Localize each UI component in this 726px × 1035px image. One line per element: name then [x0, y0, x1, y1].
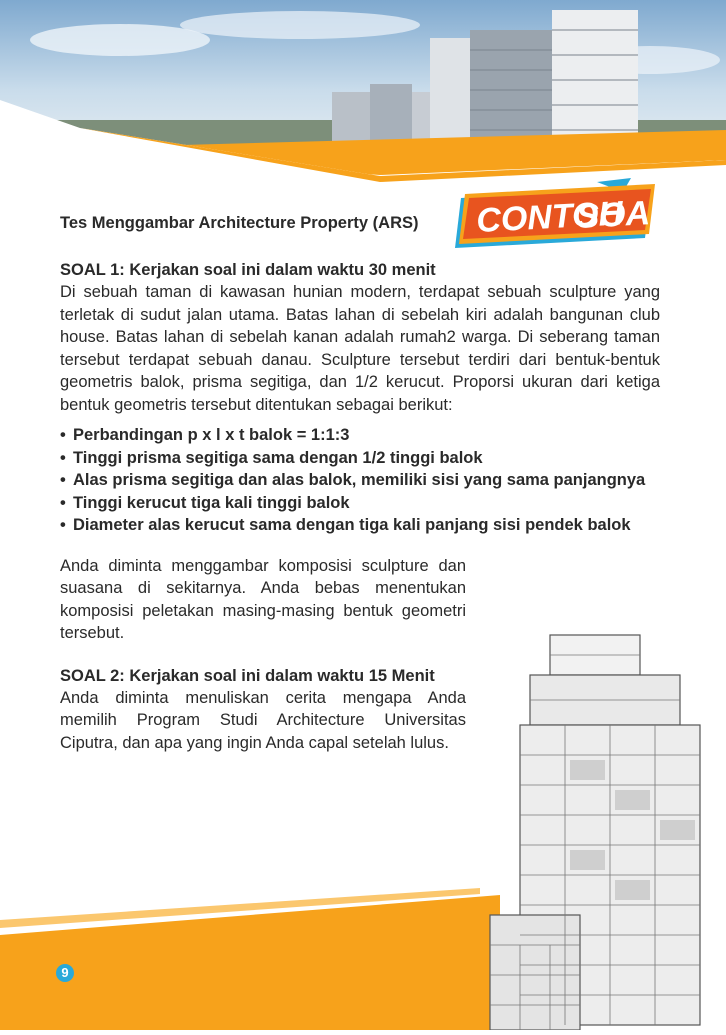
- subtitle: Tes Menggambar Architecture Property (ARS): [60, 214, 419, 232]
- page-number-badge: 9: [56, 964, 74, 982]
- list-item: • Diameter alas kerucut sama dengan tiga kali panjang sisi pendek balok: [60, 514, 660, 537]
- logo-text-soal: SOAL: [575, 193, 660, 236]
- soal1-instruction: Anda diminta menggambar komposisi sculpture dan suasana di sekitarnya. Anda bebas menentukan komposisi peletakan masing-masing bentuk geometri tersebut.: [60, 556, 466, 642]
- sketched-tower-illustration: [470, 615, 726, 1030]
- list-item: • Alas prisma segitiga dan alas balok, memiliki sisi yang sama panjangnya: [60, 469, 660, 492]
- soal1-body: Di sebuah taman di kawasan hunian modern, terdapat sebuah sculpture yang terletak di sudut jalan utama. Batas lahan di sebelah kiri adalah bangunan club house. Batas lahan di sebelah kanan adalah rumah2 warga. Di seberang taman tersebut terdapat sebuah danau. Sculpture tersebut terdiri dari bentuk-bentuk geometris balok, prisma segitiga, dan 1/2 kerucut. Proporsi ukuran dari ketiga bentuk geometris tersebut ditentukan sebagai berikut:: [60, 283, 660, 414]
- soal2-body: Anda diminta menuliskan cerita mengapa Anda memilih Program Studi Architecture Universitas Ciputra, dan apa yang ingin Anda capal setelah lulus.: [60, 688, 466, 752]
- list-item: • Tinggi kerucut tiga kali tinggi balok: [60, 492, 660, 515]
- list-item: • Tinggi prisma segitiga sama dengan 1/2 tinggi balok: [60, 447, 660, 470]
- soal1-heading: SOAL 1: Kerjakan soal ini dalam waktu 30 menit: [60, 261, 436, 279]
- building-sketch: [470, 615, 726, 1030]
- list-item: • Perbandingan p x l x t balok = 1:1:3: [60, 424, 660, 447]
- city-skyline-illustration: [0, 0, 726, 190]
- soal1-bullet-list: [60, 424, 660, 537]
- hero-banner: [0, 0, 726, 190]
- logo-text-contoh: CONTOH: [475, 194, 624, 240]
- soal2-heading: SOAL 2: Kerjakan soal ini dalam waktu 15 Menit: [60, 666, 435, 685]
